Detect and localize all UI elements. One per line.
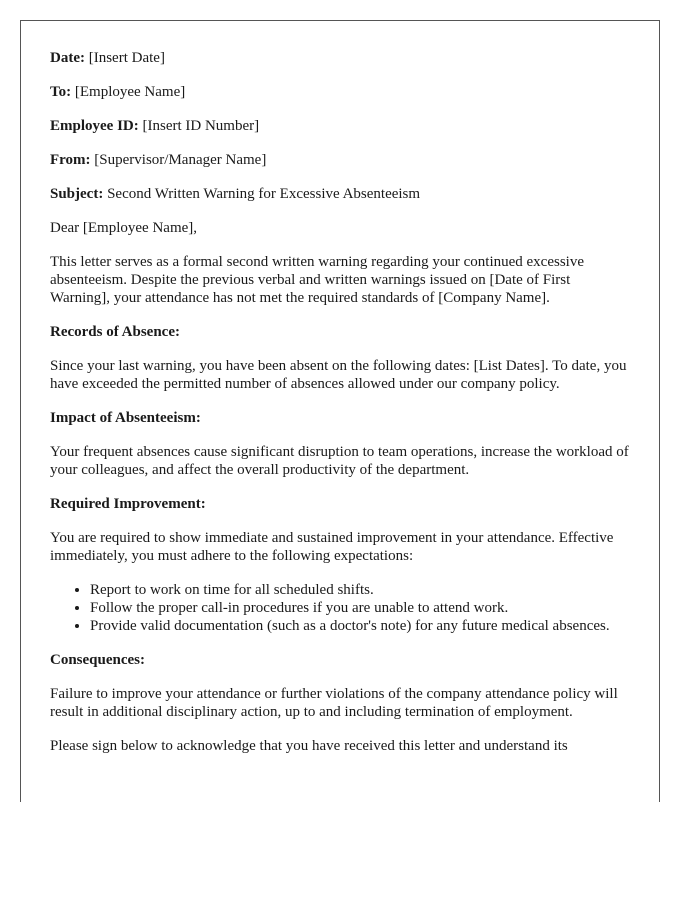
list-item: • Follow the proper call-in procedures if you are unable to attend work. [90,599,630,617]
records-of-absence-heading: Records of Absence: [50,324,180,340]
employee-id-field [50,117,630,135]
to-field [50,83,630,101]
to-label: To: [50,84,75,100]
subject-value: Second Written Warning for Excessive Absenteeism [107,186,421,202]
acknowledgement-paragraph: Please sign below to acknowledge that you have received this letter and understand its [50,738,568,754]
letter-content [50,49,630,771]
employee-id-label: Employee ID: [50,118,143,134]
expectations-list [50,581,630,635]
date-value: [Insert Date] [88,50,165,66]
required-improvement-body: You are required to show immediate and sustained improvement in your attendance. Effective immediately, you must adhere to the following expectations: [50,530,614,564]
from-field [50,151,630,169]
records-of-absence-body: Since your last warning, you have been absent on the following dates: [List Dates]. To date, you have exceeded the permitted number of absences allowed under our company policy. [50,358,627,392]
list-item: • Provide valid documentation (such as a doctor's note) for any future medical absences. [90,617,630,635]
employee-id-value: [Insert ID Number] [142,118,260,134]
impact-body: Your frequent absences cause significant disruption to team operations, increase the workload of your colleagues, and affect the overall productivity of the department. [50,444,629,478]
to-value: [Employee Name] [74,84,186,100]
consequences-heading: Consequences: [50,652,146,668]
date-field [50,49,630,67]
intro-paragraph: This letter serves as a formal second written warning regarding your continued excessive absenteeism. Despite the previous verbal and written warnings issued on [Date of First Warning], your attendance has not met the required standards of [Company Name]. [50,254,584,306]
from-value: [Supervisor/Manager Name] [94,152,267,168]
subject-field [50,185,630,203]
letter-page [20,20,660,802]
list-item: • Report to work on time for all scheduled shifts. [90,581,630,599]
required-improvement-heading: Required Improvement: [50,496,206,512]
salutation: Dear [Employee Name], [50,220,198,236]
impact-heading: Impact of Absenteeism: [50,410,201,426]
from-label: From: [50,152,95,168]
consequences-body: Failure to improve your attendance or further violations of the company attendance policy will result in additional disciplinary action, up to and including termination of employment. [50,686,618,720]
date-label: Date: [50,50,89,66]
subject-label: Subject: [50,186,108,202]
